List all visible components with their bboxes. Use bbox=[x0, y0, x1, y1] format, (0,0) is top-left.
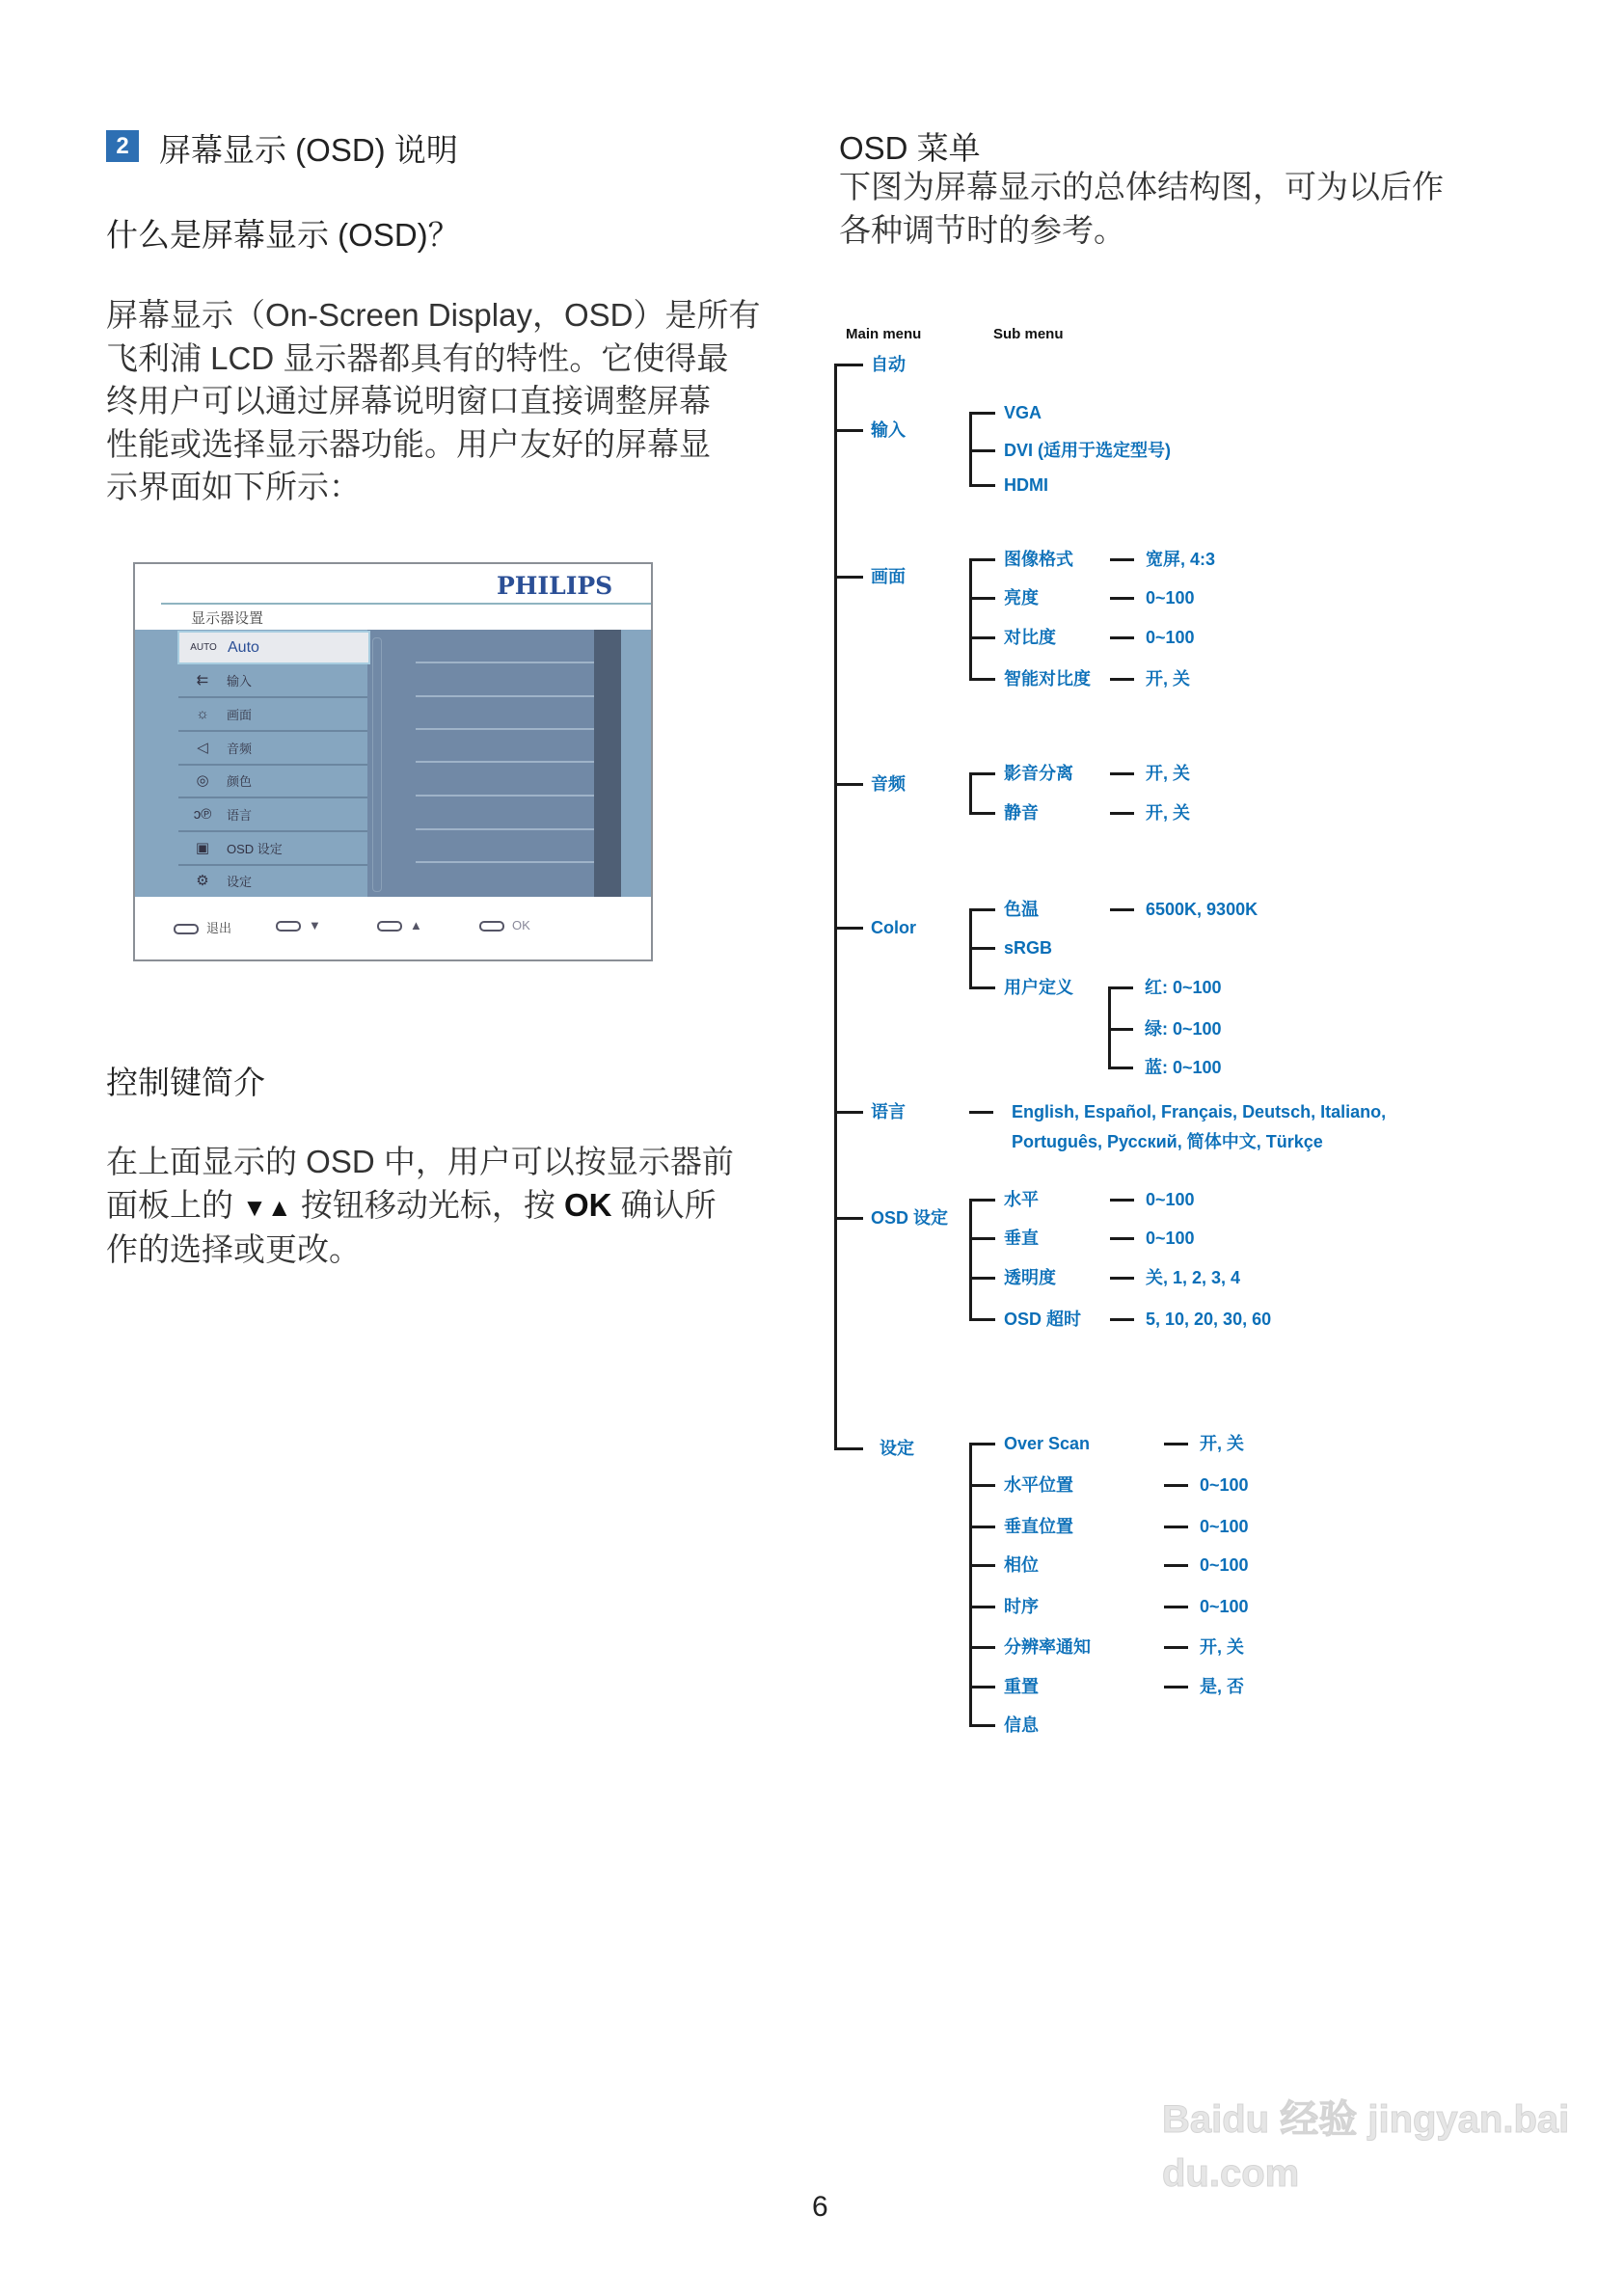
osd-item-label: 输入 bbox=[227, 673, 253, 689]
controls-line: 作的选择或更改。 bbox=[106, 1231, 361, 1267]
option-value: 开, 关 bbox=[1200, 1637, 1245, 1657]
sub-menu-item: 影音分离 bbox=[1004, 764, 1073, 783]
value-dash bbox=[1164, 1646, 1188, 1649]
sub-menu-item: 亮度 bbox=[1004, 588, 1039, 608]
option-value: 蓝: 0~100 bbox=[1145, 1058, 1222, 1077]
color-icon: ◎ bbox=[196, 772, 209, 789]
intro-line: 屏幕显示（On-Screen Display，OSD）是所有 bbox=[106, 297, 761, 333]
value-dash bbox=[1110, 1237, 1134, 1240]
value-dash bbox=[969, 1111, 993, 1114]
sub-branch-line bbox=[970, 1484, 995, 1487]
button-pill-icon bbox=[276, 921, 301, 932]
main-menu-item: 设定 bbox=[880, 1439, 914, 1458]
sub-menu-item: 垂直位置 bbox=[1004, 1517, 1073, 1536]
button-label: 退出 bbox=[206, 921, 232, 935]
child-bracket-line bbox=[1108, 986, 1111, 1069]
main-branch-line bbox=[835, 1447, 863, 1450]
sub-branch-line bbox=[970, 1606, 995, 1608]
option-value: 0~100 bbox=[1200, 1597, 1249, 1616]
osd-item-audio[interactable] bbox=[178, 731, 367, 766]
sub-branch-line bbox=[970, 812, 995, 815]
sub-menu-item: 智能对比度 bbox=[1004, 669, 1091, 689]
sub-branch-line bbox=[970, 1443, 995, 1445]
main-trunk-line bbox=[834, 364, 837, 1450]
osd-item-label: 设定 bbox=[227, 874, 253, 889]
main-menu-item: 音频 bbox=[871, 774, 906, 794]
value-dash bbox=[1164, 1484, 1188, 1487]
osd-item-picture[interactable] bbox=[178, 697, 367, 732]
osd-item-color[interactable] bbox=[178, 764, 367, 798]
controls-heading: 控制键简介 bbox=[106, 1065, 265, 1100]
osd-item-auto[interactable] bbox=[177, 631, 370, 664]
sub-branch-line bbox=[970, 986, 995, 989]
osd-menu-description bbox=[839, 166, 1444, 252]
button-pill-icon bbox=[377, 921, 402, 932]
main-branch-line bbox=[835, 927, 863, 930]
osd-up-button[interactable] bbox=[377, 918, 422, 932]
sub-menu-item: 垂直 bbox=[1004, 1229, 1039, 1248]
sub-menu-item: HDMI bbox=[1004, 475, 1048, 495]
option-value: 0~100 bbox=[1200, 1475, 1249, 1495]
monitor-icon: ▣ bbox=[195, 840, 210, 856]
sub-branch-line bbox=[970, 1724, 995, 1727]
osd-item-input[interactable] bbox=[178, 663, 367, 698]
desc-line: 各种调节时的参考。 bbox=[839, 211, 1125, 248]
button-pill-icon bbox=[174, 924, 199, 934]
main-menu-header: Main menu bbox=[846, 326, 922, 342]
sub-branch-line bbox=[970, 597, 995, 600]
sub-menu-item: 图像格式 bbox=[1004, 550, 1073, 569]
sub-branch-line bbox=[970, 908, 995, 911]
language-options: English, Español, Français, Deutsch, Italiano, bbox=[1012, 1102, 1387, 1121]
sub-menu-item: VGA bbox=[1004, 403, 1042, 422]
baidu-watermark: Baidu 经验 jingyan.baidu.com bbox=[1162, 2098, 1570, 2195]
controls-line bbox=[106, 1184, 734, 1229]
value-dash bbox=[1110, 812, 1134, 815]
main-branch-line bbox=[835, 364, 863, 366]
main-branch-line bbox=[835, 1111, 863, 1114]
option-value: 宽屏, 4:3 bbox=[1146, 550, 1216, 569]
controls-line: 在上面显示的 OSD 中，用户可以按显示器前 bbox=[106, 1144, 734, 1179]
child-branch-line bbox=[1109, 1067, 1133, 1069]
page-number: 6 bbox=[812, 2191, 828, 2223]
gear-icon: ⚙ bbox=[196, 873, 209, 889]
auto-icon: AUTO bbox=[190, 642, 217, 653]
osd-item-label: 音频 bbox=[227, 741, 253, 756]
main-menu-item: 语言 bbox=[871, 1102, 906, 1121]
sub-menu-item: 水平 bbox=[1004, 1190, 1039, 1209]
philips-logo: PHILIPS bbox=[497, 572, 613, 600]
subheading: 什么是屏幕显示 (OSD)？ bbox=[106, 217, 460, 253]
sub-bracket-line bbox=[969, 908, 972, 989]
value-dash bbox=[1110, 558, 1134, 561]
child-branch-line bbox=[1109, 986, 1133, 989]
sub-branch-line bbox=[970, 678, 995, 681]
sub-menu-item: 水平位置 bbox=[1004, 1475, 1073, 1495]
option-value: 0~100 bbox=[1146, 628, 1195, 647]
sub-branch-line bbox=[970, 1526, 995, 1528]
divider bbox=[161, 603, 651, 605]
osd-scrollbar[interactable] bbox=[372, 637, 382, 892]
value-dash bbox=[1110, 1318, 1134, 1321]
sub-branch-line bbox=[970, 412, 995, 415]
sub-menu-item: 分辨率通知 bbox=[1004, 1637, 1091, 1657]
sub-branch-line bbox=[970, 1318, 995, 1321]
value-dash bbox=[1110, 908, 1134, 911]
main-menu-item: 画面 bbox=[871, 567, 906, 586]
sub-menu-item: 相位 bbox=[1004, 1555, 1039, 1575]
osd-screen-image bbox=[133, 562, 653, 961]
main-branch-line bbox=[835, 429, 863, 432]
down-arrow-icon: ▼ bbox=[309, 918, 321, 932]
osd-ok-button[interactable] bbox=[479, 918, 530, 932]
option-value: 红: 0~100 bbox=[1145, 978, 1222, 997]
option-value: 开, 关 bbox=[1146, 764, 1191, 783]
text: 面板上的 bbox=[106, 1186, 233, 1223]
osd-item-label: OSD 设定 bbox=[227, 841, 283, 856]
intro-line: 示界面如下所示： bbox=[106, 469, 361, 504]
sub-branch-line bbox=[970, 1237, 995, 1240]
intro-line: 性能或选择显示器功能。用户友好的屏幕显 bbox=[106, 425, 711, 462]
input-icon: ⇇ bbox=[196, 672, 209, 689]
language-options: Português, Русский, 简体中文, Türkçe bbox=[1012, 1132, 1323, 1151]
osd-right-pane bbox=[367, 630, 594, 897]
sub-menu-item: 静音 bbox=[1004, 803, 1039, 823]
section-number-badge: 2 bbox=[106, 130, 139, 162]
sub-branch-line bbox=[970, 449, 995, 452]
main-menu-item: 自动 bbox=[871, 355, 906, 374]
osd-item-setup[interactable] bbox=[178, 864, 367, 897]
intro-line: 终用户可以通过屏幕说明窗口直接调整屏幕 bbox=[106, 383, 711, 419]
sub-bracket-line bbox=[969, 772, 972, 815]
value-dash bbox=[1110, 597, 1134, 600]
text: 按钮移动光标，按 bbox=[300, 1186, 555, 1223]
option-value: 6500K, 9300K bbox=[1146, 900, 1259, 919]
sub-menu-item: Over Scan bbox=[1004, 1434, 1091, 1453]
value-dash bbox=[1164, 1443, 1188, 1445]
sub-bracket-line bbox=[969, 1199, 972, 1321]
speaker-icon: ◁ bbox=[197, 740, 208, 756]
sub-menu-item: sRGB bbox=[1004, 938, 1053, 958]
value-dash bbox=[1164, 1606, 1188, 1608]
main-menu-item: 输入 bbox=[871, 420, 906, 440]
sub-branch-line bbox=[970, 947, 995, 950]
sub-branch-line bbox=[970, 1646, 995, 1649]
value-dash bbox=[1110, 772, 1134, 775]
option-value: 0~100 bbox=[1146, 588, 1195, 608]
value-dash bbox=[1164, 1526, 1188, 1528]
sub-menu-item: 用户定义 bbox=[1004, 978, 1073, 997]
sub-menu-item: 色温 bbox=[1004, 900, 1039, 919]
osd-item-label: 画面 bbox=[227, 707, 253, 722]
osd-item-label: 颜色 bbox=[227, 773, 253, 789]
controls-paragraph bbox=[106, 1141, 734, 1272]
brightness-icon: ☼ bbox=[196, 705, 209, 722]
main-menu-item: OSD 设定 bbox=[871, 1208, 949, 1228]
intro-paragraph bbox=[106, 294, 760, 509]
button-label: OK bbox=[512, 918, 530, 932]
osd-item-osd-settings[interactable] bbox=[178, 831, 367, 866]
osd-item-label: 语言 bbox=[227, 807, 253, 823]
sub-branch-line bbox=[970, 1686, 995, 1688]
main-menu-item: Color bbox=[871, 918, 916, 937]
option-value: 绿: 0~100 bbox=[1145, 1019, 1222, 1039]
osd-exit-button[interactable] bbox=[174, 918, 231, 936]
option-value: 0~100 bbox=[1146, 1190, 1195, 1209]
ok-key: OK bbox=[563, 1186, 612, 1223]
text: 确认所 bbox=[620, 1186, 717, 1223]
osd-dark-strip bbox=[594, 630, 621, 897]
sub-menu-item: 重置 bbox=[1004, 1677, 1039, 1696]
sub-menu-item: 信息 bbox=[1004, 1715, 1039, 1735]
main-branch-line bbox=[835, 576, 863, 579]
sub-branch-line bbox=[970, 772, 995, 775]
sub-menu-item: OSD 超时 bbox=[1004, 1310, 1082, 1329]
sub-menu-item: 时序 bbox=[1004, 1597, 1039, 1616]
language-icon: ↄ℗ bbox=[193, 805, 212, 823]
sub-bracket-line bbox=[969, 412, 972, 487]
sub-menu-header: Sub menu bbox=[993, 326, 1064, 342]
osd-item-language[interactable] bbox=[178, 797, 367, 832]
osd-menu-panel bbox=[135, 630, 651, 897]
sub-branch-line bbox=[970, 1199, 995, 1202]
main-branch-line bbox=[835, 783, 863, 786]
sub-menu-item: 对比度 bbox=[1004, 628, 1056, 647]
button-pill-icon bbox=[479, 921, 504, 932]
value-dash bbox=[1110, 636, 1134, 639]
main-branch-line bbox=[835, 1217, 863, 1220]
option-value: 0~100 bbox=[1200, 1517, 1249, 1536]
section-title: 屏幕显示 (OSD) 说明 bbox=[159, 132, 458, 168]
arrow-keys-icon: ▼▲ bbox=[242, 1192, 292, 1222]
up-arrow-icon: ▲ bbox=[410, 918, 422, 932]
osd-title: 显示器设置 bbox=[191, 610, 264, 627]
option-value: 开, 关 bbox=[1146, 669, 1191, 689]
sub-menu-item: DVI (适用于选定型号) bbox=[1004, 441, 1171, 460]
option-value: 0~100 bbox=[1200, 1555, 1249, 1575]
child-branch-line bbox=[1109, 1028, 1133, 1031]
sub-branch-line bbox=[970, 1277, 995, 1280]
intro-line: 飞利浦 LCD 显示器都具有的特性。它使得最 bbox=[106, 339, 729, 376]
option-value: 0~100 bbox=[1146, 1229, 1195, 1248]
option-value: 开, 关 bbox=[1200, 1434, 1245, 1453]
osd-down-button[interactable] bbox=[276, 918, 321, 932]
osd-item-label: Auto bbox=[228, 638, 259, 656]
osd-menu-title: OSD 菜单 bbox=[839, 130, 981, 166]
sub-menu-item: 透明度 bbox=[1004, 1268, 1056, 1287]
option-value: 关, 1, 2, 3, 4 bbox=[1146, 1268, 1241, 1287]
value-dash bbox=[1110, 678, 1134, 681]
sub-branch-line bbox=[970, 484, 995, 487]
sub-bracket-line bbox=[969, 1443, 972, 1727]
value-dash bbox=[1110, 1277, 1134, 1280]
option-value: 是, 否 bbox=[1200, 1677, 1245, 1696]
value-dash bbox=[1164, 1686, 1188, 1688]
sub-branch-line bbox=[970, 636, 995, 639]
sub-branch-line bbox=[970, 1564, 995, 1567]
option-value: 5, 10, 20, 30, 60 bbox=[1146, 1310, 1272, 1329]
value-dash bbox=[1110, 1199, 1134, 1202]
value-dash bbox=[1164, 1564, 1188, 1567]
sub-bracket-line bbox=[969, 558, 972, 681]
option-value: 开, 关 bbox=[1146, 803, 1191, 823]
sub-branch-line bbox=[970, 558, 995, 561]
desc-line: 下图为屏幕显示的总体结构图，可为以后作 bbox=[839, 169, 1444, 204]
